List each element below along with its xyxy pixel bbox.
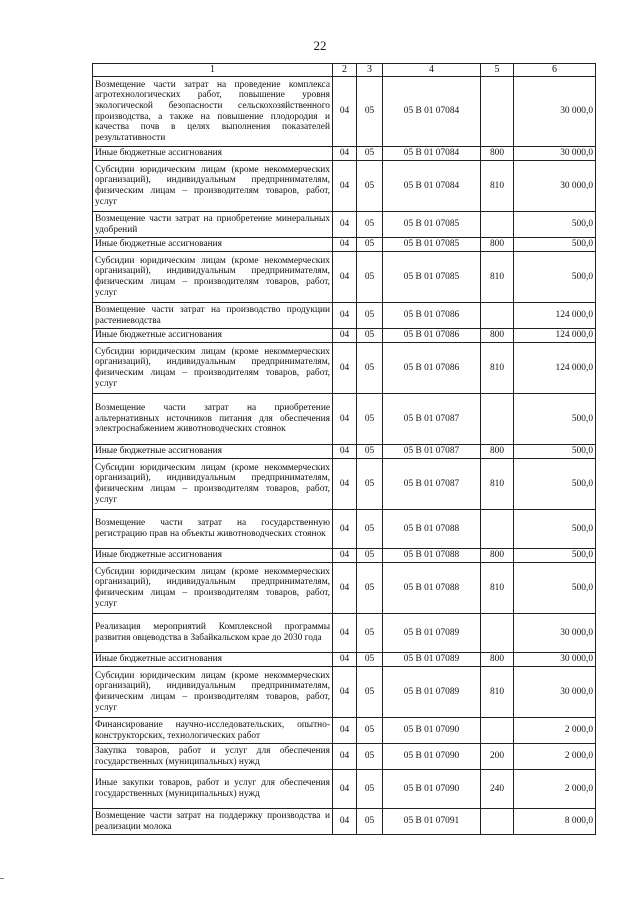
subsection-code-cell: 05 (357, 212, 383, 238)
expense-name-cell: Субсидии юридическим лицам (кроме некоммерческих организаций), индивидуальным предпринимателям, физическим лицам – производителям товаров, работ, услуг (93, 252, 333, 303)
target-article-cell: 05 В 01 07089 (383, 653, 481, 667)
section-code-cell: 04 (333, 744, 357, 770)
section-code-cell: 04 (333, 718, 357, 744)
table-row (93, 394, 596, 445)
target-article-cell: 05 В 01 07084 (383, 77, 481, 147)
section-code-cell: 04 (333, 563, 357, 614)
target-article-cell: 05 В 01 07089 (383, 614, 481, 653)
target-article-cell: 05 В 01 07085 (383, 212, 481, 238)
amount-cell: 2 000,0 (514, 744, 596, 770)
expense-name-cell: Возмещение части затрат на поддержку производства и реализации молока (93, 809, 333, 835)
amount-cell: 2 000,0 (514, 718, 596, 744)
amount-cell: 500,0 (514, 549, 596, 563)
subsection-code-cell: 05 (357, 614, 383, 653)
expense-type-cell: 810 (481, 459, 514, 510)
expense-type-cell: 240 (481, 770, 514, 809)
expense-name-cell: Иные бюджетные ассигнования (93, 238, 333, 252)
target-article-cell: 05 В 01 07087 (383, 459, 481, 510)
table-row (93, 445, 596, 459)
amount-cell: 500,0 (514, 459, 596, 510)
expense-name-cell: Субсидии юридическим лицам (кроме некоммерческих организаций), индивидуальным предпринимателям, физическим лицам – производителям товаров, работ, услуг (93, 343, 333, 394)
target-article-cell: 05 В 01 07088 (383, 563, 481, 614)
subsection-code-cell: 05 (357, 549, 383, 563)
section-code-cell: 04 (333, 147, 357, 161)
table-row (93, 329, 596, 343)
table-row (93, 718, 596, 744)
amount-cell: 124 000,0 (514, 343, 596, 394)
target-article-cell: 05 В 01 07091 (383, 809, 481, 835)
expense-name-cell: Субсидии юридическим лицам (кроме некоммерческих организаций), индивидуальным предпринимателям, физическим лицам – производителям товаров, работ, услуг (93, 563, 333, 614)
table-header-row (93, 64, 596, 77)
expense-name-cell: Субсидии юридическим лицам (кроме некоммерческих организаций), индивидуальным предпринимателям, физическим лицам – производителям товаров, работ, услуг (93, 459, 333, 510)
table-row (93, 343, 596, 394)
subsection-code-cell: 05 (357, 303, 383, 329)
section-code-cell: 04 (333, 238, 357, 252)
expense-name-cell: Возмещение части затрат на приобретение альтернативных источников питания для обеспечения электроснабжением животноводческих стоянок (93, 394, 333, 445)
expense-type-cell: 800 (481, 329, 514, 343)
expense-type-cell (481, 394, 514, 445)
expense-type-cell: 810 (481, 563, 514, 614)
expense-type-cell: 810 (481, 343, 514, 394)
expense-type-cell: 800 (481, 653, 514, 667)
table-row (93, 549, 596, 563)
expense-name-cell: Закупка товаров, работ и услуг для обеспечения государственных (муниципальных) нужд (93, 744, 333, 770)
subsection-code-cell: 05 (357, 653, 383, 667)
section-code-cell: 04 (333, 459, 357, 510)
expense-type-cell: 800 (481, 238, 514, 252)
expense-type-cell (481, 77, 514, 147)
target-article-cell: 05 В 01 07088 (383, 549, 481, 563)
amount-cell: 500,0 (514, 238, 596, 252)
amount-cell: 30 000,0 (514, 653, 596, 667)
target-article-cell: 05 В 01 07086 (383, 303, 481, 329)
column-header: 2 (333, 64, 357, 77)
expense-type-cell (481, 718, 514, 744)
subsection-code-cell: 05 (357, 394, 383, 445)
target-article-cell: 05 В 01 07086 (383, 329, 481, 343)
expense-name-cell: Возмещение части затрат на государственную регистрацию прав на объекты животноводческих стоянок (93, 510, 333, 549)
target-article-cell: 05 В 01 07089 (383, 667, 481, 718)
section-code-cell: 04 (333, 770, 357, 809)
table-row (93, 252, 596, 303)
subsection-code-cell: 05 (357, 667, 383, 718)
section-code-cell: 04 (333, 614, 357, 653)
subsection-code-cell: 05 (357, 459, 383, 510)
section-code-cell: 04 (333, 77, 357, 147)
subsection-code-cell: 05 (357, 77, 383, 147)
section-code-cell: 04 (333, 394, 357, 445)
expense-name-cell: Возмещение части затрат на производство продукции растениеводства (93, 303, 333, 329)
scan-mark (0, 878, 4, 879)
table-body (93, 77, 596, 835)
table-row (93, 212, 596, 238)
section-code-cell: 04 (333, 510, 357, 549)
amount-cell: 8 000,0 (514, 809, 596, 835)
table-row (93, 147, 596, 161)
target-article-cell: 05 В 01 07084 (383, 161, 481, 212)
budget-table (92, 63, 596, 835)
expense-name-cell: Субсидии юридическим лицам (кроме некоммерческих организаций), индивидуальным предпринимателям, физическим лицам – производителям товаров, работ, услуг (93, 667, 333, 718)
amount-cell: 500,0 (514, 445, 596, 459)
amount-cell: 2 000,0 (514, 770, 596, 809)
expense-type-cell (481, 614, 514, 653)
target-article-cell: 05 В 01 07085 (383, 252, 481, 303)
column-header: 3 (357, 64, 383, 77)
expense-type-cell: 800 (481, 147, 514, 161)
expense-name-cell: Иные закупки товаров, работ и услуг для обеспечения государственных (муниципальных) нужд (93, 770, 333, 809)
section-code-cell: 04 (333, 161, 357, 212)
expense-type-cell: 810 (481, 161, 514, 212)
expense-type-cell: 810 (481, 252, 514, 303)
table-row (93, 161, 596, 212)
expense-name-cell: Иные бюджетные ассигнования (93, 445, 333, 459)
subsection-code-cell: 05 (357, 329, 383, 343)
target-article-cell: 05 В 01 07086 (383, 343, 481, 394)
section-code-cell: 04 (333, 445, 357, 459)
column-header: 6 (514, 64, 596, 77)
subsection-code-cell: 05 (357, 510, 383, 549)
table-row (93, 744, 596, 770)
expense-type-cell (481, 809, 514, 835)
column-header: 5 (481, 64, 514, 77)
expense-type-cell: 800 (481, 549, 514, 563)
expense-type-cell (481, 212, 514, 238)
expense-type-cell (481, 510, 514, 549)
amount-cell: 30 000,0 (514, 147, 596, 161)
subsection-code-cell: 05 (357, 147, 383, 161)
amount-cell: 30 000,0 (514, 667, 596, 718)
amount-cell: 30 000,0 (514, 161, 596, 212)
expense-name-cell: Иные бюджетные ассигнования (93, 329, 333, 343)
expense-name-cell: Иные бюджетные ассигнования (93, 147, 333, 161)
subsection-code-cell: 05 (357, 809, 383, 835)
table-row (93, 563, 596, 614)
section-code-cell: 04 (333, 212, 357, 238)
subsection-code-cell: 05 (357, 744, 383, 770)
section-code-cell: 04 (333, 549, 357, 563)
table-row (93, 77, 596, 147)
expense-name-cell: Финансирование научно-исследовательских, опытно-конструкторских, технологических работ (93, 718, 333, 744)
section-code-cell: 04 (333, 343, 357, 394)
amount-cell: 500,0 (514, 252, 596, 303)
expense-name-cell: Иные бюджетные ассигнования (93, 549, 333, 563)
section-code-cell: 04 (333, 667, 357, 718)
subsection-code-cell: 05 (357, 238, 383, 252)
subsection-code-cell: 05 (357, 770, 383, 809)
expense-type-cell: 800 (481, 445, 514, 459)
amount-cell: 124 000,0 (514, 303, 596, 329)
table-row (93, 459, 596, 510)
subsection-code-cell: 05 (357, 161, 383, 212)
target-article-cell: 05 В 01 07090 (383, 718, 481, 744)
section-code-cell: 04 (333, 809, 357, 835)
amount-cell: 124 000,0 (514, 329, 596, 343)
subsection-code-cell: 05 (357, 445, 383, 459)
section-code-cell: 04 (333, 653, 357, 667)
column-header: 1 (93, 64, 333, 77)
table-row (93, 667, 596, 718)
subsection-code-cell: 05 (357, 718, 383, 744)
amount-cell: 500,0 (514, 563, 596, 614)
table-row (93, 809, 596, 835)
expense-type-cell: 810 (481, 667, 514, 718)
table-row (93, 614, 596, 653)
target-article-cell: 05 В 01 07090 (383, 770, 481, 809)
section-code-cell: 04 (333, 329, 357, 343)
expense-name-cell: Реализация мероприятий Комплексной программы развития овцеводства в Забайкальском крае до 2030 года (93, 614, 333, 653)
section-code-cell: 04 (333, 252, 357, 303)
subsection-code-cell: 05 (357, 252, 383, 303)
amount-cell: 30 000,0 (514, 77, 596, 147)
expense-name-cell: Иные бюджетные ассигнования (93, 653, 333, 667)
expense-type-cell: 200 (481, 744, 514, 770)
page-number: 22 (313, 38, 327, 53)
amount-cell: 500,0 (514, 394, 596, 445)
target-article-cell: 05 В 01 07084 (383, 147, 481, 161)
target-article-cell: 05 В 01 07087 (383, 445, 481, 459)
target-article-cell: 05 В 01 07090 (383, 744, 481, 770)
subsection-code-cell: 05 (357, 343, 383, 394)
target-article-cell: 05 В 01 07085 (383, 238, 481, 252)
table-row (93, 510, 596, 549)
table-row (93, 238, 596, 252)
table-row (93, 303, 596, 329)
expense-type-cell (481, 303, 514, 329)
expense-name-cell: Возмещение части затрат на проведение комплекса агротехнологических работ, повышение уровня экологической безопасности сельскохозяйственного производства, а также на повышение плодородия и качества почв в целях выполнения показателей результативности (93, 77, 333, 147)
subsection-code-cell: 05 (357, 563, 383, 614)
expense-name-cell: Субсидии юридическим лицам (кроме некоммерческих организаций), индивидуальным предпринимателям, физическим лицам – производителям товаров, работ, услуг (93, 161, 333, 212)
expense-name-cell: Возмещение части затрат на приобретение минеральных удобрений (93, 212, 333, 238)
target-article-cell: 05 В 01 07087 (383, 394, 481, 445)
amount-cell: 500,0 (514, 212, 596, 238)
target-article-cell: 05 В 01 07088 (383, 510, 481, 549)
amount-cell: 500,0 (514, 510, 596, 549)
column-header: 4 (383, 64, 481, 77)
table-row (93, 653, 596, 667)
table-row (93, 770, 596, 809)
amount-cell: 30 000,0 (514, 614, 596, 653)
section-code-cell: 04 (333, 303, 357, 329)
